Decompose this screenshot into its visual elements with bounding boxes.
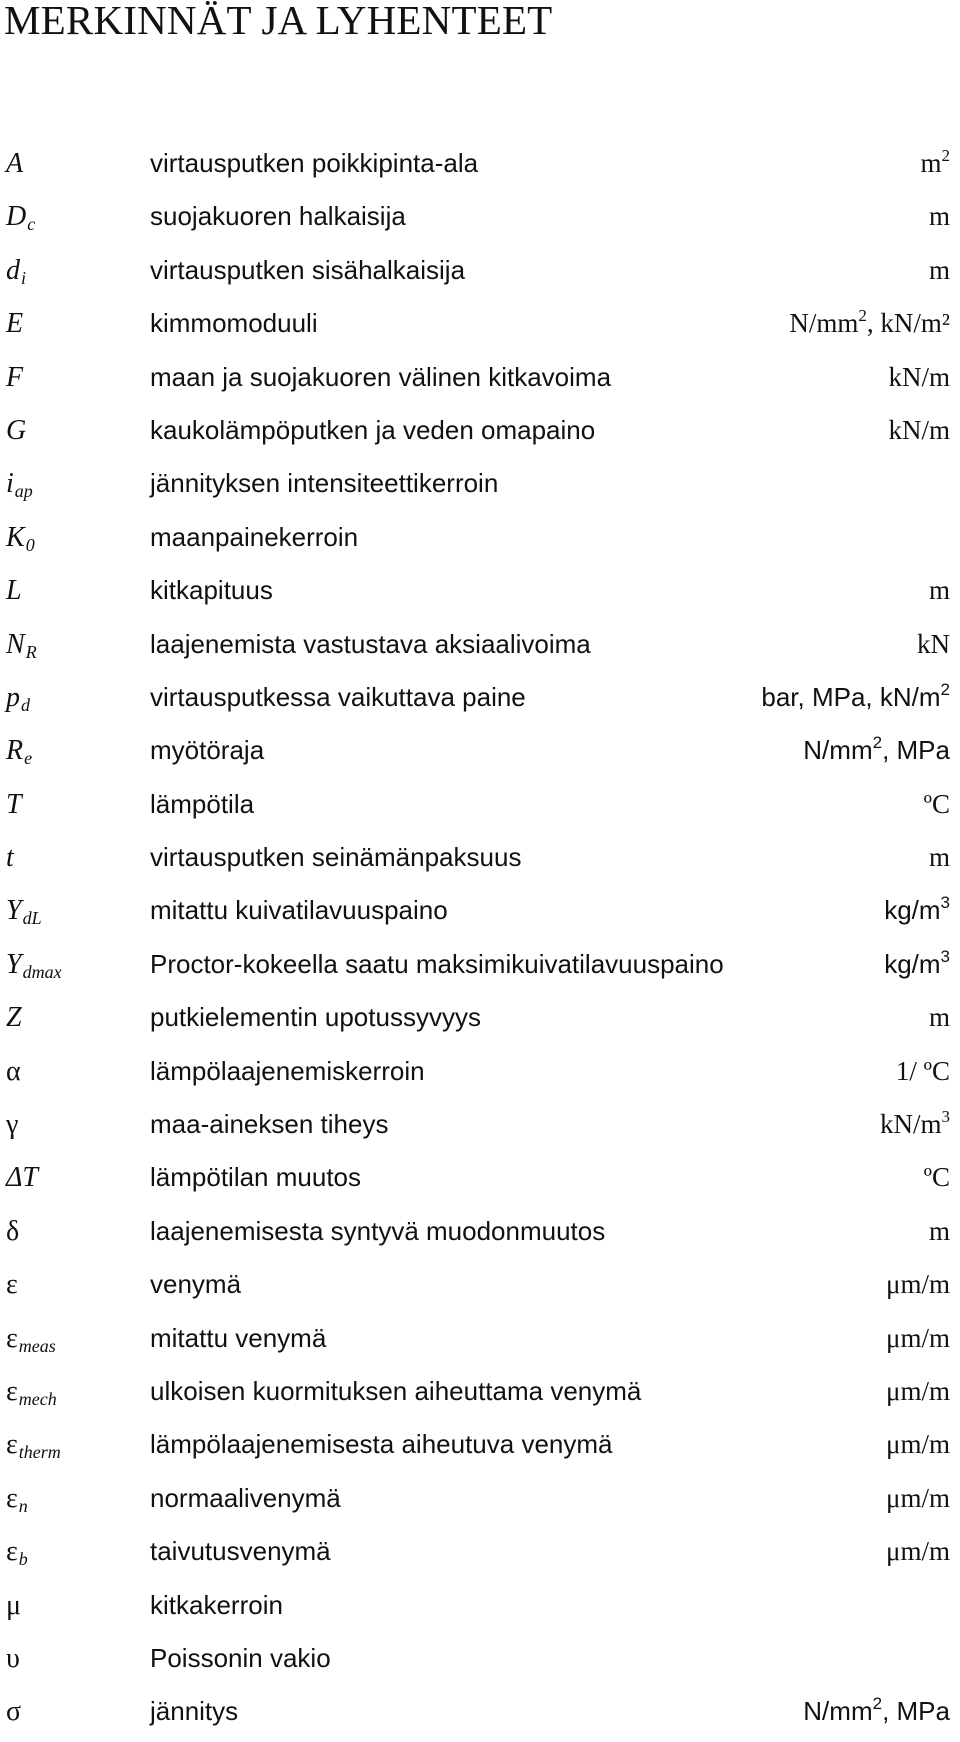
symbol [6,1418,61,1474]
symbol-description: maa-aineksen tiheys [150,1109,389,1140]
symbol-main: t [6,842,14,874]
symbol [6,1312,56,1368]
symbol-subscript: mech [18,1388,57,1409]
symbol-unit [761,671,950,727]
symbol-description: lämpötilan muutos [150,1162,361,1193]
symbol-row [0,724,960,777]
symbol-description: maanpainekerroin [150,521,359,552]
symbol-row [0,1632,960,1685]
unit-superscript: 3 [940,893,950,913]
symbol-row [0,1312,960,1365]
symbol [6,244,26,300]
unit-main: kg/m [884,895,941,926]
symbol-subscript: e [24,748,33,769]
unit-main: m [928,1002,950,1033]
symbol [6,1685,22,1741]
symbol-description: putkielementin upotussyvyys [150,1002,481,1033]
symbol-main: Y [6,948,22,980]
unit-main: N/mm [803,1696,873,1727]
symbol-row [0,618,960,671]
symbol [6,1098,19,1154]
symbol [6,724,32,780]
symbol-row [0,1151,960,1204]
unit-main: ºC [923,1162,950,1193]
unit-main: 1/ ºC [895,1055,950,1086]
symbol-row [0,351,960,404]
unit-superscript: 2 [872,733,883,753]
symbol-unit [896,1045,950,1101]
symbol-description: maan ja suojakuoren välinen kitkavoima [150,361,612,392]
symbol-unit [886,1258,950,1314]
symbol-description: lämpölaajenemiskerroin [150,1055,425,1086]
symbol-row [0,1098,960,1151]
symbol-description: Proctor-kokeella saatu maksimikuivatilavuuspaino [150,948,724,979]
symbol-unit [886,1418,950,1474]
symbol-subscript: ap [14,481,33,502]
symbol-description: laajenemisesta syntyvä muodonmuutos [150,1215,606,1246]
symbol [6,511,35,567]
symbol-unit [886,1525,950,1581]
symbol-description: lämpölaajenemisesta aiheutuva venymä [150,1429,613,1460]
unit-main: m [928,254,950,285]
symbol-row [0,1418,960,1471]
symbol [6,1472,28,1528]
symbol-description: virtausputkessa vaikuttava paine [150,681,526,712]
unit-main: μm/m [886,1375,950,1406]
symbol-unit [929,564,950,620]
symbol-unit [803,1685,950,1741]
unit-main: μm/m [886,1322,950,1353]
symbol [6,457,33,513]
unit-main: m [928,842,950,873]
symbol-subscript: b [18,1549,28,1570]
symbol-main: p [6,681,20,713]
symbol-main: d [6,254,20,286]
unit-main: μm/m [886,1429,950,1460]
symbol-description: mitattu venymä [150,1322,327,1353]
symbol-description: kitkakerroin [150,1589,283,1620]
unit-main: kN [917,628,950,659]
symbol-unit [886,1365,950,1421]
unit-main: N/mm [803,735,873,766]
symbol [6,671,30,727]
symbol-unit [888,351,950,407]
symbol-main: i [6,468,14,500]
symbol [6,137,24,193]
symbol-row [0,1579,960,1632]
symbol-main: T [6,788,22,820]
unit-main: kN/m [879,1109,942,1140]
symbol-description: venymä [150,1269,242,1300]
symbol-description: laajenemista vastustava aksiaalivoima [150,628,591,659]
symbol-row [0,1365,960,1418]
symbol-main: ε [6,1429,18,1461]
unit-suffix: , kN/m² [866,308,950,339]
unit-main: kN/m [888,414,950,445]
symbol [6,297,24,353]
symbol-main: μ [6,1589,22,1621]
unit-main: m [920,148,942,178]
symbol [6,1151,39,1207]
symbol-row [0,1525,960,1578]
symbol-subscript: d [21,694,30,715]
unit-suffix: , MPa [882,735,950,766]
symbol-subscript: c [27,214,36,235]
unit-main: kN/m [888,361,950,392]
unit-main: m [928,575,950,606]
symbol-main: E [6,308,24,340]
symbol-main: Y [6,895,22,927]
symbol-subscript: 0 [25,534,35,555]
symbol-description: lämpötila [150,788,255,819]
symbol-description: taivutusvenymä [150,1536,331,1567]
symbol-unit [920,137,950,193]
symbol-row [0,1472,960,1525]
unit-suffix: , MPa [882,1696,950,1727]
unit-superscript: 3 [940,946,950,966]
symbol-main: R [6,735,24,767]
symbol-unit [929,991,950,1047]
symbol-main: F [6,361,24,393]
unit-main: N/mm [789,308,859,339]
symbol [6,831,15,887]
symbol-description: Poissonin vakio [150,1642,331,1673]
unit-superscript: 2 [858,306,867,326]
symbol-row [0,991,960,1044]
symbol [6,190,35,246]
symbol-unit [929,831,950,887]
symbol-row [0,404,960,457]
unit-main: ºC [923,788,950,819]
symbol [6,351,24,407]
symbol-subscript: n [18,1495,28,1516]
symbol-description: ulkoisen kuormituksen aiheuttama venymä [150,1375,642,1406]
unit-main: m [928,201,950,232]
unit-main: bar, MPa, kN/m [761,681,941,712]
symbol-main: ε [6,1482,18,1514]
symbol-unit [803,724,950,780]
symbol-description: suojakuoren halkaisija [150,201,406,232]
symbol-unit [929,190,950,246]
symbol-row [0,831,960,884]
symbol [6,938,62,994]
symbol-unit [888,404,950,460]
symbol-description: jännitys [150,1696,239,1727]
symbol-list [0,137,960,1739]
symbol-description: kitkapituus [150,575,273,606]
symbol-subscript: i [21,267,27,288]
symbol-row [0,938,960,991]
symbol-subscript: dmax [22,961,62,982]
symbol-unit [886,1312,950,1368]
unit-main: μm/m [886,1269,950,1300]
symbol-main: γ [6,1109,19,1141]
symbol [6,1045,22,1101]
symbol-subscript: therm [18,1442,61,1463]
symbol-row [0,671,960,724]
symbol-row [0,297,960,350]
symbol [6,1205,20,1261]
symbol [6,1579,22,1635]
unit-main: m [928,1215,950,1246]
symbol-row [0,564,960,617]
symbol-description: normaalivenymä [150,1482,341,1513]
symbol [6,1525,28,1581]
symbol-main: υ [6,1642,20,1674]
symbol-unit [789,297,950,353]
symbol [6,884,42,940]
symbol-description: jännityksen intensiteettikerroin [150,468,499,499]
symbol-description: virtausputken sisähalkaisija [150,254,466,285]
symbol-unit [924,778,950,834]
symbol-description: virtausputken poikkipinta-ala [150,148,479,178]
symbol [6,991,23,1047]
symbol-description: mitattu kuivatilavuuspaino [150,895,448,926]
unit-superscript: 2 [872,1694,883,1714]
symbol-description: myötöraja [150,735,265,766]
symbol-row [0,1685,960,1738]
symbol [6,1632,21,1688]
symbol-main: α [6,1055,21,1087]
unit-superscript: 2 [940,679,950,699]
symbol-subscript: R [25,641,37,662]
unit-superscript: 2 [941,146,950,165]
symbol-main: ε [6,1375,18,1407]
symbol-row [0,1205,960,1258]
symbol-main: A [6,148,24,179]
symbol-row [0,244,960,297]
symbol-unit [886,1472,950,1528]
symbol-subscript: meas [18,1335,56,1356]
symbol-row [0,778,960,831]
symbol-row [0,457,960,510]
symbol-unit [924,1151,950,1207]
symbol-main: ε [6,1322,18,1354]
symbol [6,778,23,834]
symbol-main: ΔT [6,1162,39,1194]
symbol-row [0,137,960,190]
unit-superscript: 3 [941,1107,950,1127]
symbol-description: virtausputken seinämänpaksuus [150,842,522,873]
symbol-description: kimmomoduuli [150,308,318,339]
symbol-main: N [6,628,25,660]
unit-main: kg/m [884,948,941,979]
symbol-main: D [6,201,27,233]
symbol-main: σ [6,1696,22,1728]
symbol-subscript: dL [22,908,42,929]
symbol-main: K [6,521,25,553]
symbol-row [0,190,960,243]
symbol-main: ε [6,1269,18,1301]
symbol-row [0,884,960,937]
symbol-row [0,1258,960,1311]
symbol-description: kaukolämpöputken ja veden omapaino [150,414,596,445]
symbol-unit [917,618,950,674]
unit-main: μm/m [886,1482,950,1513]
symbol-unit [929,1205,950,1261]
symbol [6,1365,57,1421]
symbol-unit [929,244,950,300]
symbol [6,404,27,460]
symbol-main: Z [6,1002,22,1034]
symbol-row [0,1045,960,1098]
page-title: MERKINNÄT JA LYHENTEET [4,0,553,43]
symbol-main: L [6,575,22,607]
symbol [6,1258,19,1314]
symbol-main: G [6,414,27,446]
unit-main: μm/m [886,1536,950,1567]
symbol [6,564,23,620]
symbol [6,618,37,674]
symbol-main: δ [6,1215,20,1247]
symbol-unit [884,938,950,994]
symbol-row [0,511,960,564]
symbol-unit [884,884,950,940]
symbol-unit [880,1098,950,1154]
symbol-main: ε [6,1536,18,1568]
